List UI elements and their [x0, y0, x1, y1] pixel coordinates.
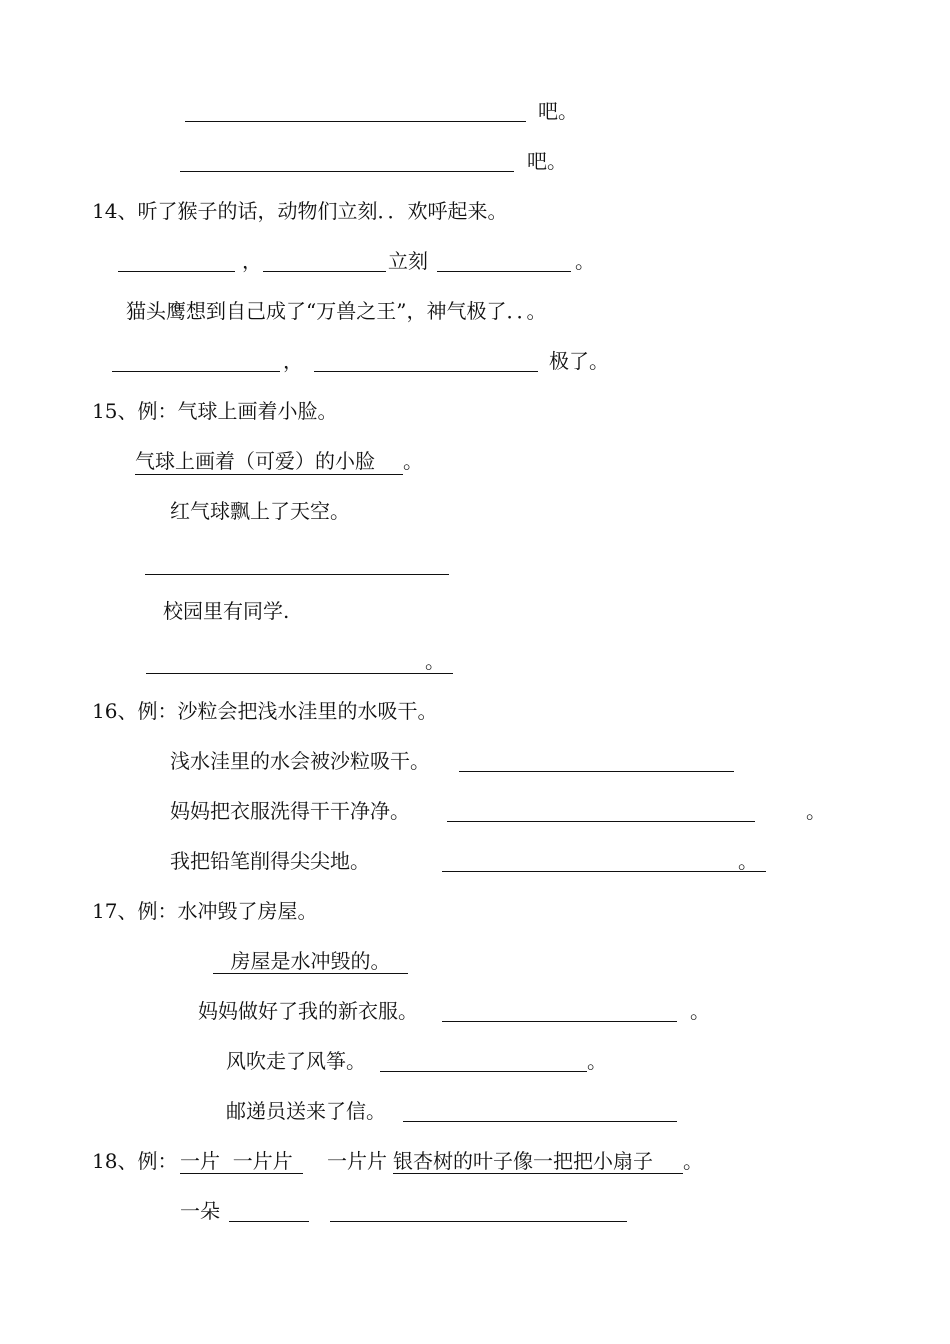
answer-blank[interactable]: [229, 1221, 309, 1222]
q17-prompt-text: 17、例：水冲毁了房屋。: [92, 899, 318, 923]
q13-line-1: [0, 96, 950, 126]
answer-blank[interactable]: [403, 1121, 677, 1122]
answer-blank[interactable]: [185, 121, 526, 122]
q18-item-1-text: 一朵: [180, 1199, 220, 1223]
q17-item-3: [0, 1096, 950, 1126]
period: 。: [575, 249, 595, 273]
q15-item-2-text: 校园里有同学.: [163, 599, 290, 623]
answer-blank[interactable]: [112, 371, 280, 372]
answer-blank[interactable]: [442, 1021, 677, 1022]
q16-item-1: [0, 796, 950, 826]
q14-example-2-text: 猫头鹰想到自己成了“万兽之王”，神气极了．．。: [126, 299, 547, 323]
answer-blank[interactable]: [314, 371, 538, 372]
q15-item-1-text: 红气球飘上了天空。: [170, 499, 350, 523]
answer-blank[interactable]: [263, 271, 386, 272]
q17-item-1: [0, 996, 950, 1026]
answer-blank[interactable]: [380, 1071, 587, 1072]
period: 。: [738, 849, 758, 873]
period: 。: [690, 999, 710, 1023]
answer-blank[interactable]: [118, 271, 235, 272]
q18-example-prefix: 一片片: [327, 1149, 387, 1173]
q14-prompt-text: 14、听了猴子的话，动物们立刻．．欢呼起来。: [92, 199, 508, 223]
answer-blank[interactable]: [145, 574, 449, 575]
q16-item-2-text: 我把铅笔削得尖尖地。: [170, 849, 370, 873]
q14-answer-line-2: [0, 346, 950, 376]
q18-item-1: [0, 1196, 950, 1226]
period: 。: [806, 799, 826, 823]
q15-example-answer-text: 气球上画着（可爱）的小脸: [135, 446, 403, 475]
q15-item-1-answer: [0, 549, 950, 579]
q16-item-1-text: 妈妈把衣服洗得干干净净。: [170, 799, 410, 823]
answer-blank[interactable]: [459, 771, 734, 772]
answer-blank[interactable]: [180, 171, 514, 172]
q13-line-1-suffix: 吧。: [538, 99, 578, 123]
answer-blank[interactable]: [330, 1221, 627, 1222]
q17-item-1-text: 妈妈做好了我的新衣服。: [198, 999, 418, 1023]
period: 。: [683, 1149, 703, 1173]
answer-blank[interactable]: [146, 673, 453, 674]
word-liker: 立刻: [388, 249, 428, 273]
q16-item-2: [0, 846, 950, 876]
answer-blank[interactable]: [447, 821, 755, 822]
q17-example-answer-text: 房屋是水冲毁的。: [213, 946, 408, 974]
q16-example-answer: [0, 746, 950, 776]
comma: ，: [283, 349, 303, 373]
q15-prompt-text: 15、例：气球上画着小脸。: [92, 399, 338, 423]
q16-example-answer-text: 浅水洼里的水会被沙粒吸干。: [170, 749, 430, 773]
q13-line-2: [0, 146, 950, 176]
q17-example-answer: [0, 946, 950, 976]
q18-example: [0, 1146, 950, 1176]
q18-example-rest: 银杏树的叶子像一把把小扇子: [393, 1146, 683, 1174]
answer-blank[interactable]: [437, 271, 571, 272]
answer-blank[interactable]: [442, 871, 766, 872]
period: 。: [403, 449, 423, 473]
q15-example-answer: [0, 446, 950, 476]
q13-line-2-suffix: 吧。: [527, 149, 567, 173]
period: 。: [425, 649, 445, 673]
q17-item-3-text: 邮递员送来了信。: [226, 1099, 386, 1123]
comma: ，: [242, 249, 262, 273]
period: 。: [587, 1049, 607, 1073]
word-jile: 极了。: [549, 349, 609, 373]
q14-answer-line-1: [0, 246, 950, 276]
q15-item-2-answer: [0, 648, 950, 678]
q17-item-2-text: 风吹走了风筝。: [226, 1049, 366, 1073]
q18-prompt-text: 18、例：: [92, 1149, 178, 1173]
q17-item-2: [0, 1046, 950, 1076]
q18-example-words: 一片 一片片: [180, 1146, 303, 1174]
q16-prompt-text: 16、例：沙粒会把浅水洼里的水吸干。: [92, 699, 438, 723]
